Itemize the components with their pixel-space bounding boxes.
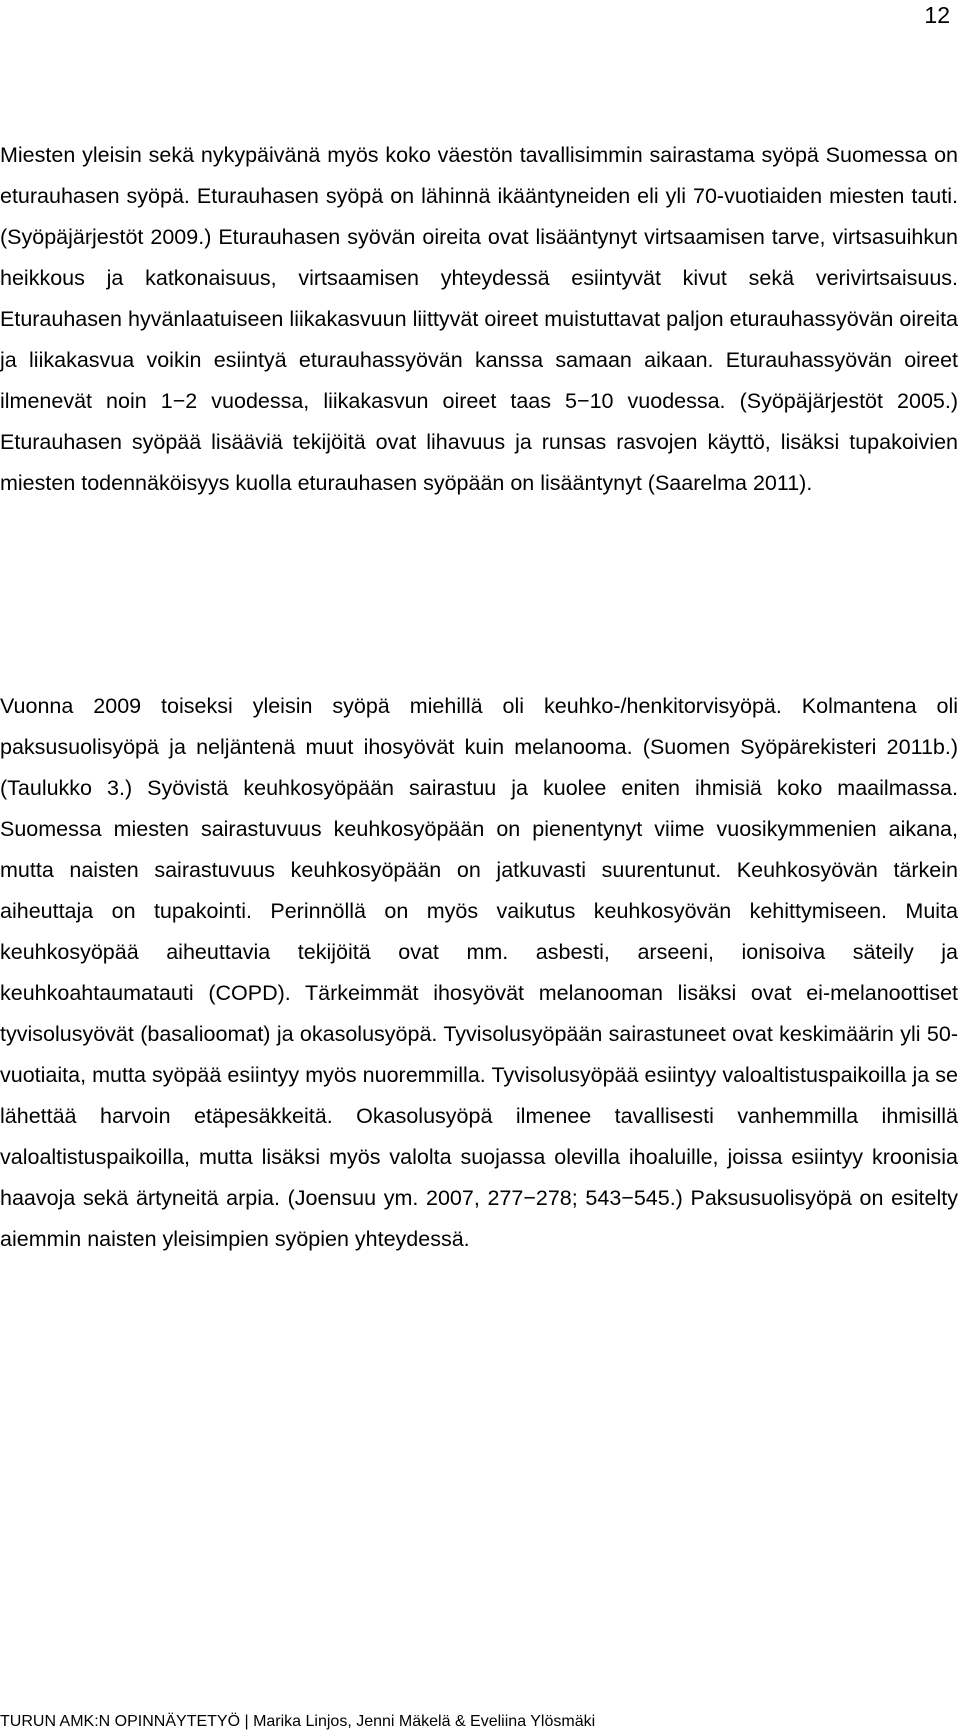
body-paragraph: Miesten yleisin sekä nykypäivänä myös koko väestön tavallisimmin sairastama syöpä Suomessa on eturauhasen syöpä. Eturauhasen syöpä on lähinnä ikääntyneiden eli yli 70-vuotiaiden miesten tauti. (Syöpäjärjestöt 2009.) Eturauhasen syövän oireita ovat lisääntynyt virtsaamisen tarve, virtsasuihkun heikkous ja katkonaisuus, virtsaamisen yhteydessä esiintyvät kivut sekä verivirtsaisuus. Eturauhasen hyvänlaatuiseen liikakasvuun liittyvät oireet muistuttavat paljon eturauhassyövän oireita ja liikakasvua voikin esiintyä eturauhassyövän kanssa samaan aikaan. Eturauhassyövän oireet ilmenevät noin 1−2 vuodessa, liikakasvun oireet taas 5−10 vuodessa. (Syöpäjärjestöt 2005.) Eturauhasen syöpää lisääviä tekijöitä ovat lihavuus ja runsas rasvojen käyttö, lisäksi tupakoivien miesten todennäköisyys kuolla eturauhasen syöpään on lisääntynyt (Saarelma 2011).	[0, 143, 958, 495]
body-paragraph: Vuonna 2009 toiseksi yleisin syöpä miehillä oli keuhko-/henkitorvisyöpä. Kolmantena oli paksusuolisyöpä ja neljäntenä muut ihosyövät kuin melanooma. (Suomen Syöpärekisteri 2011b.) (Taulukko 3.) Syövistä keuhkosyöpään sairastuu ja kuolee eniten ihmisiä koko maailmassa. Suomessa miesten sairastuvuus keuhkosyöpään on pienentynyt viime vuosikymmenien aikana, mutta naisten sairastuvuus keuhkosyöpään on jatkuvasti suurentunut. Keuhkosyövän tärkein aiheuttaja on tupakointi. Perinnöllä on myös vaikutus keuhkosyövän kehittymiseen. Muita keuhkosyöpää aiheuttavia tekijöitä ovat mm. asbesti, arseeni, ionisoiva säteily ja keuhkoahtaumatauti (COPD). Tärkeimmät ihosyövät melanooman lisäksi ovat ei-melanoottiset tyvisolusyövät (basalioomat) ja okasolusyöpä. Tyvisolusyöpään sairastuneet ovat keskimäärin yli 50-vuotiaita, mutta syöpää esiintyy myös nuoremmilla. Tyvisolusyöpää esiintyy valoaltistuspaikoilla ja se lähettää harvoin etäpesäkkeitä. Okasolusyöpä ilmenee tavallisesti vanhemmilla ihmisillä valoaltistuspaikoilla, mutta lisäksi myös valolta suojassa olevilla ihoaluille, joissa esiintyy kroonisia haavoja sekä ärtyneitä arpia. (Joensuu ym. 2007, 277−278; 543−545.) Paksusuolisyöpä on esitelty aiemmin naisten yleisimpien syöpien yhteydessä.	[0, 694, 958, 1251]
footer-text: TURUN AMK:N OPINNÄYTETYÖ | Marika Linjos, Jenni Mäkelä & Eveliina Ylösmäki	[0, 1713, 596, 1730]
page-number: 12	[924, 2, 950, 28]
